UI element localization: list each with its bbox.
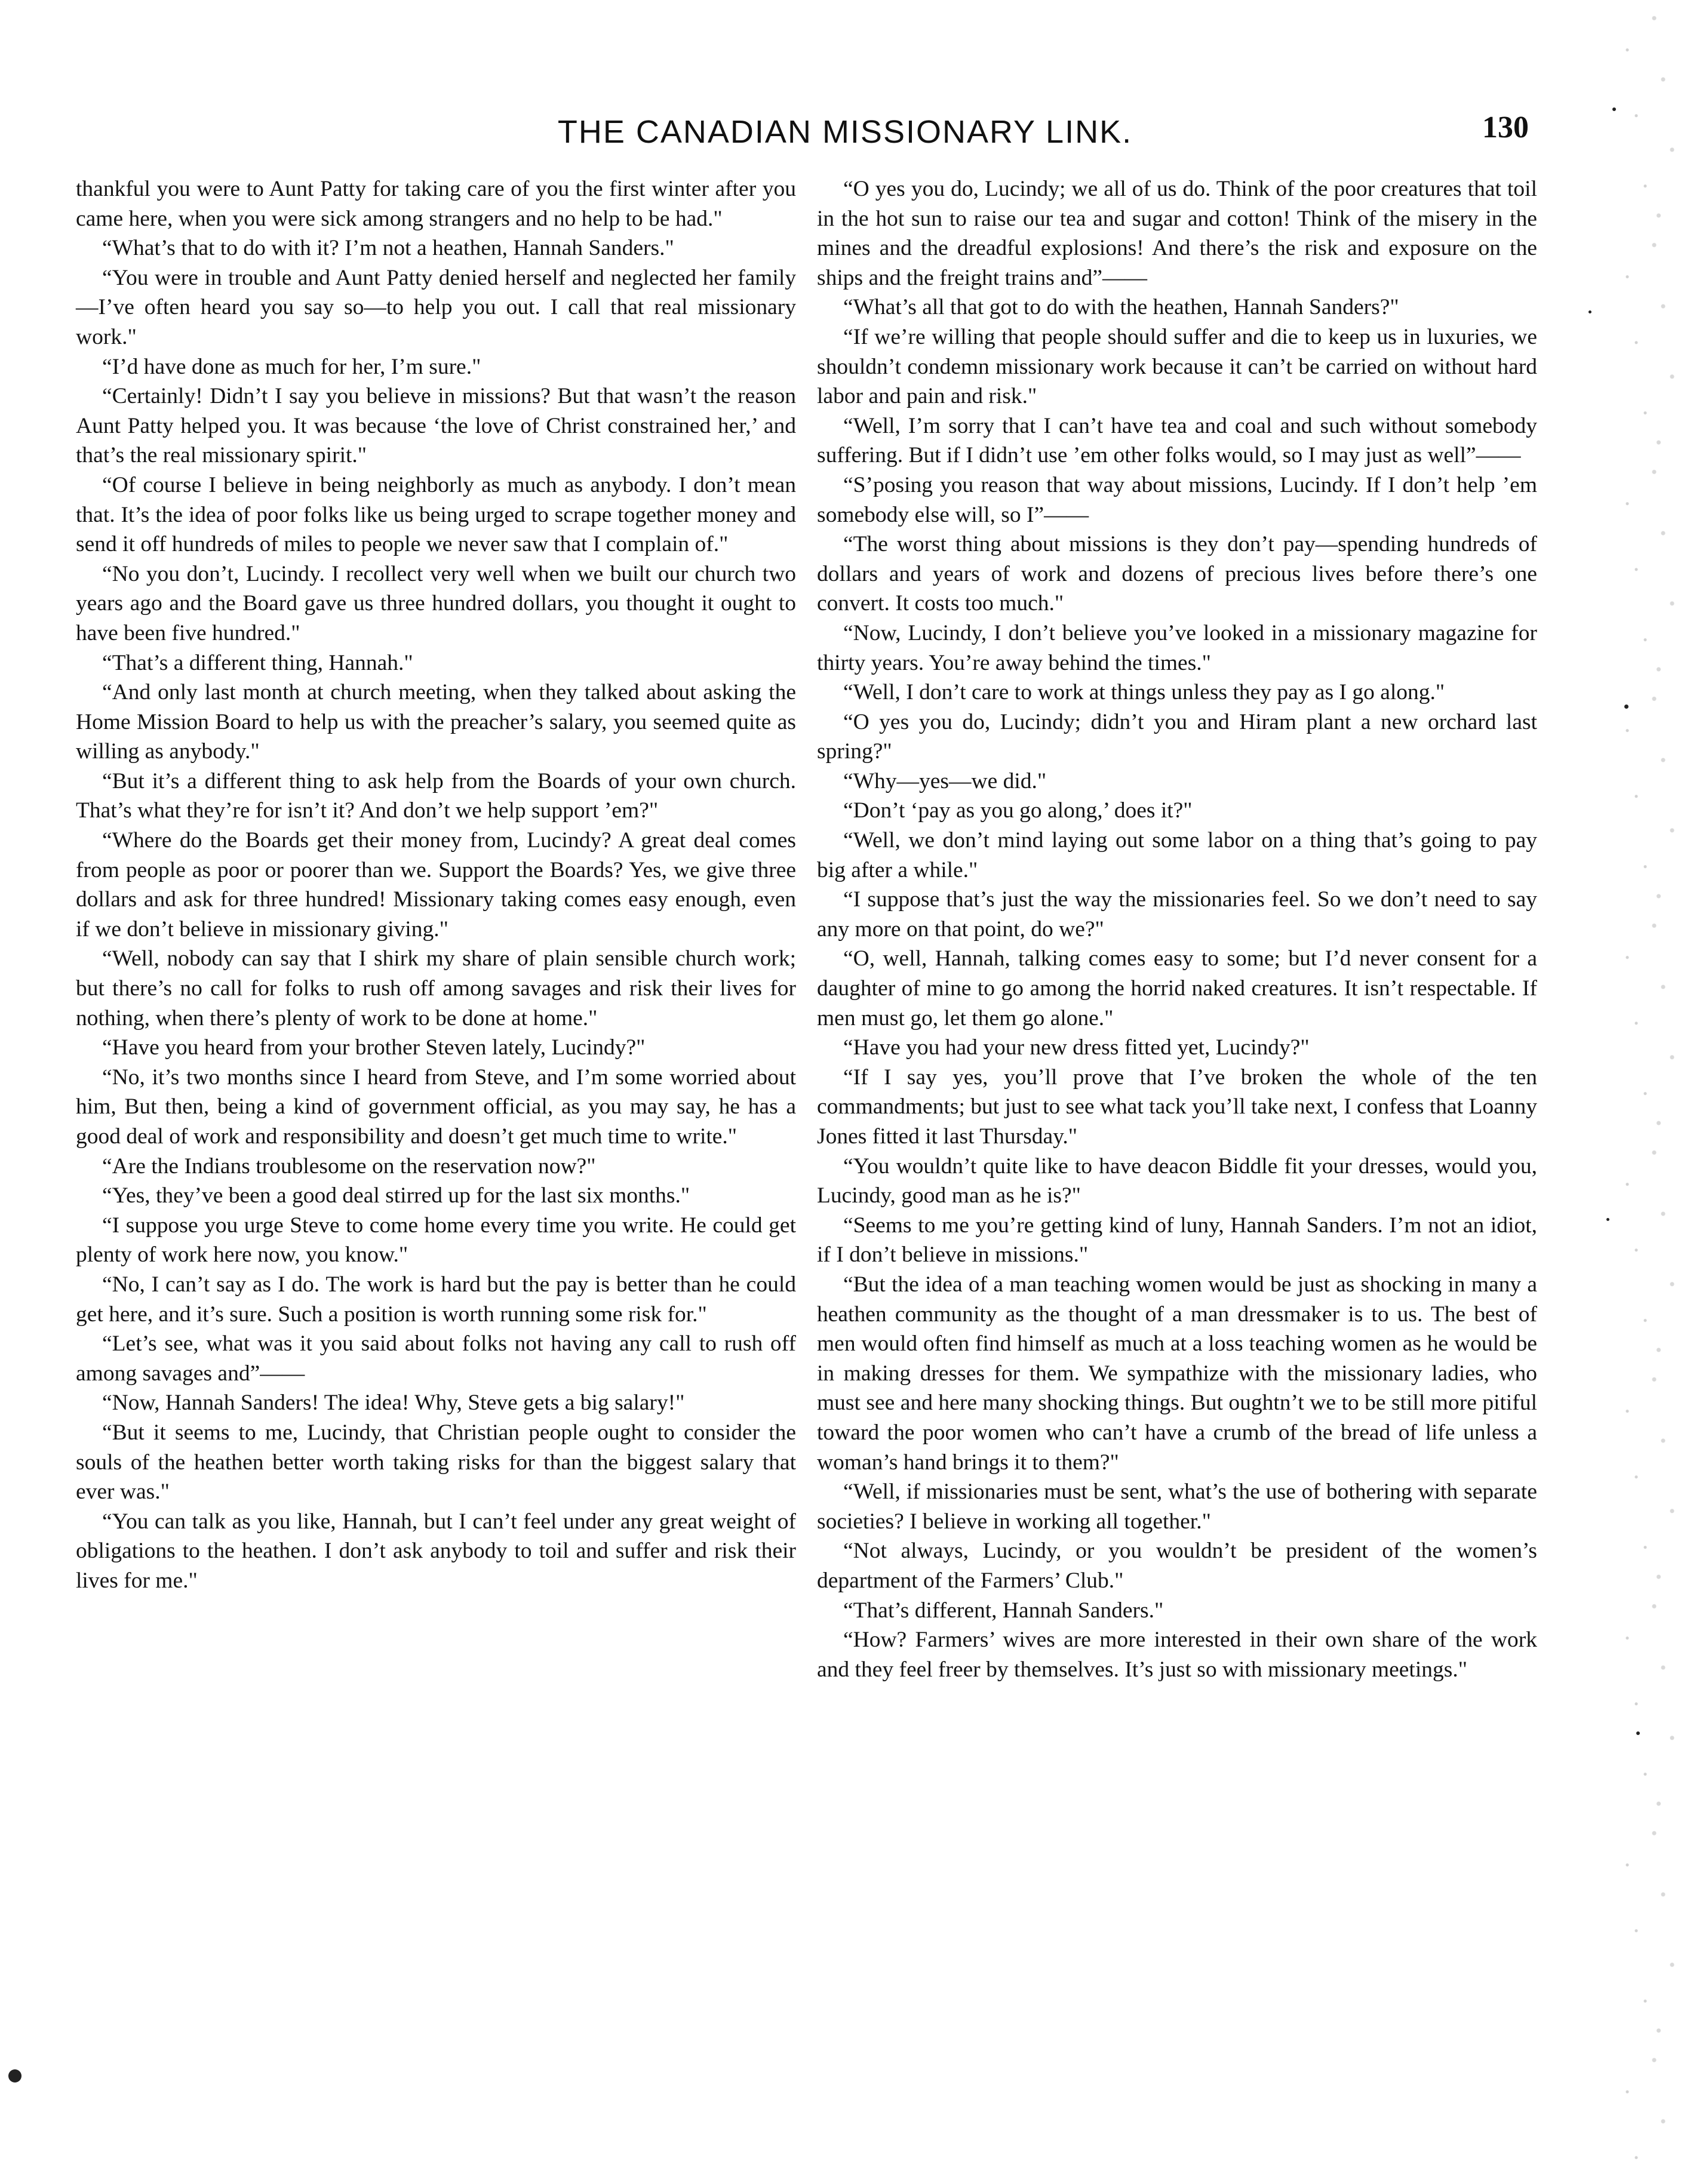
dialogue-paragraph: “You wouldn’t quite like to have deacon Biddle fit your dresses, would you, Lucindy, good man as he is?" [817,1153,1537,1208]
dialogue-paragraph: “But the idea of a man teaching women would be just as shocking in many a heathen community as the thought of a man dressmaker is to us. The best of men would often find himself as much at a loss teaching women as he would be in making dresses for them. We sympathize with the missionary ladies, who must see and here many shocking things. But oughtn’t we to be still more pitiful toward the poor women who can’t have a crumb of the bread of life unless a woman’s hand brings it to them?" [817,1272,1537,1475]
dialogue-paragraph: “Not always, Lucindy, or you wouldn’t be president of the women’s department of the Farmers’ Club." [817,1539,1537,1593]
dialogue-paragraph: “Well, if missionaries must be sent, what’s the use of bothering with separate societies? I believe in working all together." [817,1479,1537,1534]
dialogue-paragraph: “But it seems to me, Lucindy, that Christian people ought to consider the souls of the heathen better worth taking risks for than the biggest salary that ever was." [76,1420,796,1505]
dialogue-paragraph: “I suppose you urge Steve to come home every time you write. He could get plenty of work here now, you know." [76,1213,796,1268]
dialogue-paragraph: “No, it’s two months since I heard from Steve, and I’m some worried about him, But then, being a kind of government official, as you may say, he has a good deal of work and responsibility and doesn’t get much time to write." [76,1065,796,1149]
dialogue-paragraph: “Why—yes—we did." [843,768,1047,793]
dialogue-paragraph: “If we’re willing that people should suffer and die to keep us in luxuries, we shouldn’t condemn missionary work because it can’t be carried on without hard labor and pain and risk." [817,324,1537,409]
journal-title: THE CANADIAN MISSIONARY LINK. [557,114,1133,150]
dialogue-paragraph: “I suppose that’s just the way the missionaries feel. So we don’t need to say any more on that point, do we?" [817,887,1537,942]
scan-speck [1612,107,1616,111]
dialogue-paragraph: “Don’t ‘pay as you go along,’ does it?" [843,798,1193,823]
dialogue-paragraph: “I’d have done as much for her, I’m sure." [102,354,481,379]
dialogue-paragraph: “S’posing you reason that way about missions, Lucindy. If I don’t help ’em somebody else will, so I”—— [817,472,1537,527]
dialogue-paragraph: “O yes you do, Lucindy; we all of us do. Think of the poor creatures that toil in the hot sun to raise our tea and sugar and cotton! Think of the misery in the mines and the dreadful explosions! And there’s the risk and exposure on the ships and the freight trains and”—— [817,177,1537,290]
dialogue-paragraph: “Of course I believe in being neighborly as much as anybody. I don’t mean that. It’s the idea of poor folks like us being urged to scrape together money and send it off hundreds of miles to people we never saw that I complain of." [76,472,796,557]
dialogue-paragraph: “What’s all that got to do with the heathen, Hannah Sanders?" [843,295,1399,320]
dialogue-paragraph: “That’s different, Hannah Sanders." [843,1598,1164,1623]
dialogue-paragraph: “O yes you do, Lucindy; didn’t you and Hiram plant a new orchard last spring?" [817,709,1537,764]
dialogue-paragraph: “No, I can’t say as I do. The work is hard but the pay is better than he could get here, and it’s sure. Such a position is worth running some risk for." [76,1272,796,1327]
right-column [817,174,1537,1684]
dialogue-paragraph: thankful you were to Aunt Patty for taking care of you the first winter after you came here, when you were sick among strangers and no help to be had." [76,177,796,231]
dialogue-paragraph: “But it’s a different thing to ask help from the Boards of your own church. That’s what they’re for isn’t it? And don’t we help support ’em?" [76,768,796,823]
dialogue-paragraph: “That’s a different thing, Hannah." [102,650,413,675]
scan-speck [8,2069,21,2083]
dialogue-paragraph: “Certainly! Didn’t I say you believe in missions? But that wasn’t the reason Aunt Patty helped you. It was because ‘the love of Christ constrained her,’ and that’s the real missionary spirit." [76,384,796,468]
dialogue-paragraph: “Have you had your new dress fitted yet, Lucindy?" [843,1035,1310,1060]
page-number: 130 [1482,110,1529,144]
scan-edge-noise [1600,0,1690,2184]
dialogue-paragraph: “What’s that to do with it? I’m not a heathen, Hannah Sanders." [102,236,674,261]
dialogue-paragraph: “You were in trouble and Aunt Patty denied herself and neglected her family—I’ve often heard you say so—to help you out. I call that real missionary work." [76,265,796,349]
dialogue-paragraph: “The worst thing about missions is they don’t pay—spending hundreds of dollars and years of work and dozens of precious lives before there’s one convert. It costs too much." [817,532,1537,616]
scan-speck [1636,1731,1640,1735]
dialogue-paragraph: “Well, I’m sorry that I can’t have tea and coal and such without somebody suffering. But if I didn’t use ’em other folks would, so I may just as well”—— [817,413,1537,468]
dialogue-paragraph: “Let’s see, what was it you said about folks not having any call to rush off among savages and”—— [76,1331,796,1386]
dialogue-paragraph: “Are the Indians troublesome on the reservation now?" [102,1153,596,1179]
dialogue-paragraph: “Well, we don’t mind laying out some labor on a thing that’s going to pay big after a while." [817,828,1537,882]
dialogue-paragraph: “How? Farmers’ wives are more interested in their own share of the work and they feel freer by themselves. It’s just so with missionary meetings." [817,1628,1537,1682]
dialogue-paragraph: “If I say yes, you’ll prove that I’ve broken the whole of the ten commandments; but just to see what tack you’ll take next, I confess that Loanny Jones fitted it last Thursday." [817,1065,1537,1149]
dialogue-paragraph: “Well, I don’t care to work at things unless they pay as I go along." [843,680,1445,705]
dialogue-paragraph: “Have you heard from your brother Steven lately, Lucindy?" [102,1035,646,1060]
scan-speck [1624,705,1628,709]
dialogue-paragraph: “And only last month at church meeting, when they talked about asking the Home Mission Board to help us with the preacher’s salary, you seemed quite as willing as anybody." [76,680,796,764]
dialogue-paragraph: “Now, Hannah Sanders! The idea! Why, Steve gets a big salary!" [102,1391,685,1416]
dialogue-paragraph: “Yes, they’ve been a good deal stirred up for the last six months." [102,1183,690,1208]
dialogue-paragraph: “Now, Lucindy, I don’t believe you’ve looked in a missionary magazine for thirty years. You’re away behind the times." [817,620,1537,675]
page-header [0,110,1690,161]
dialogue-paragraph: “O, well, Hannah, talking comes easy to some; but I’d never consent for a daughter of mine to go among the horrid naked creatures. It isn’t respectable. If men must go, let them go alone." [817,946,1537,1031]
dialogue-paragraph: “Well, nobody can say that I shirk my share of plain sensible church work; but there’s no call for folks to rush off among savages and risk their lives for nothing, when there’s plenty of work to be done at home." [76,946,796,1031]
left-column [76,174,796,1596]
dialogue-paragraph: “Seems to me you’re getting kind of luny, Hannah Sanders. I’m not an idiot, if I don’t believe in missions." [817,1213,1537,1268]
scan-speck [1588,310,1591,313]
scan-speck [1606,1218,1609,1221]
dialogue-paragraph: “Where do the Boards get their money from, Lucindy? A great deal comes from people as poor or poorer than we. Support the Boards? Yes, we give three dollars and ask for three hundred! Missionary taking comes easy enough, even if we don’t believe in missionary giving." [76,828,796,942]
dialogue-paragraph: “No you don’t, Lucindy. I recollect very well when we built our church two years ago and the Board gave us three hundred dollars, you thought it ought to have been five hundred." [76,561,796,645]
dialogue-paragraph: “You can talk as you like, Hannah, but I can’t feel under any great weight of obligations to the heathen. I don’t ask anybody to toil and suffer and risk their lives for me." [76,1509,796,1593]
